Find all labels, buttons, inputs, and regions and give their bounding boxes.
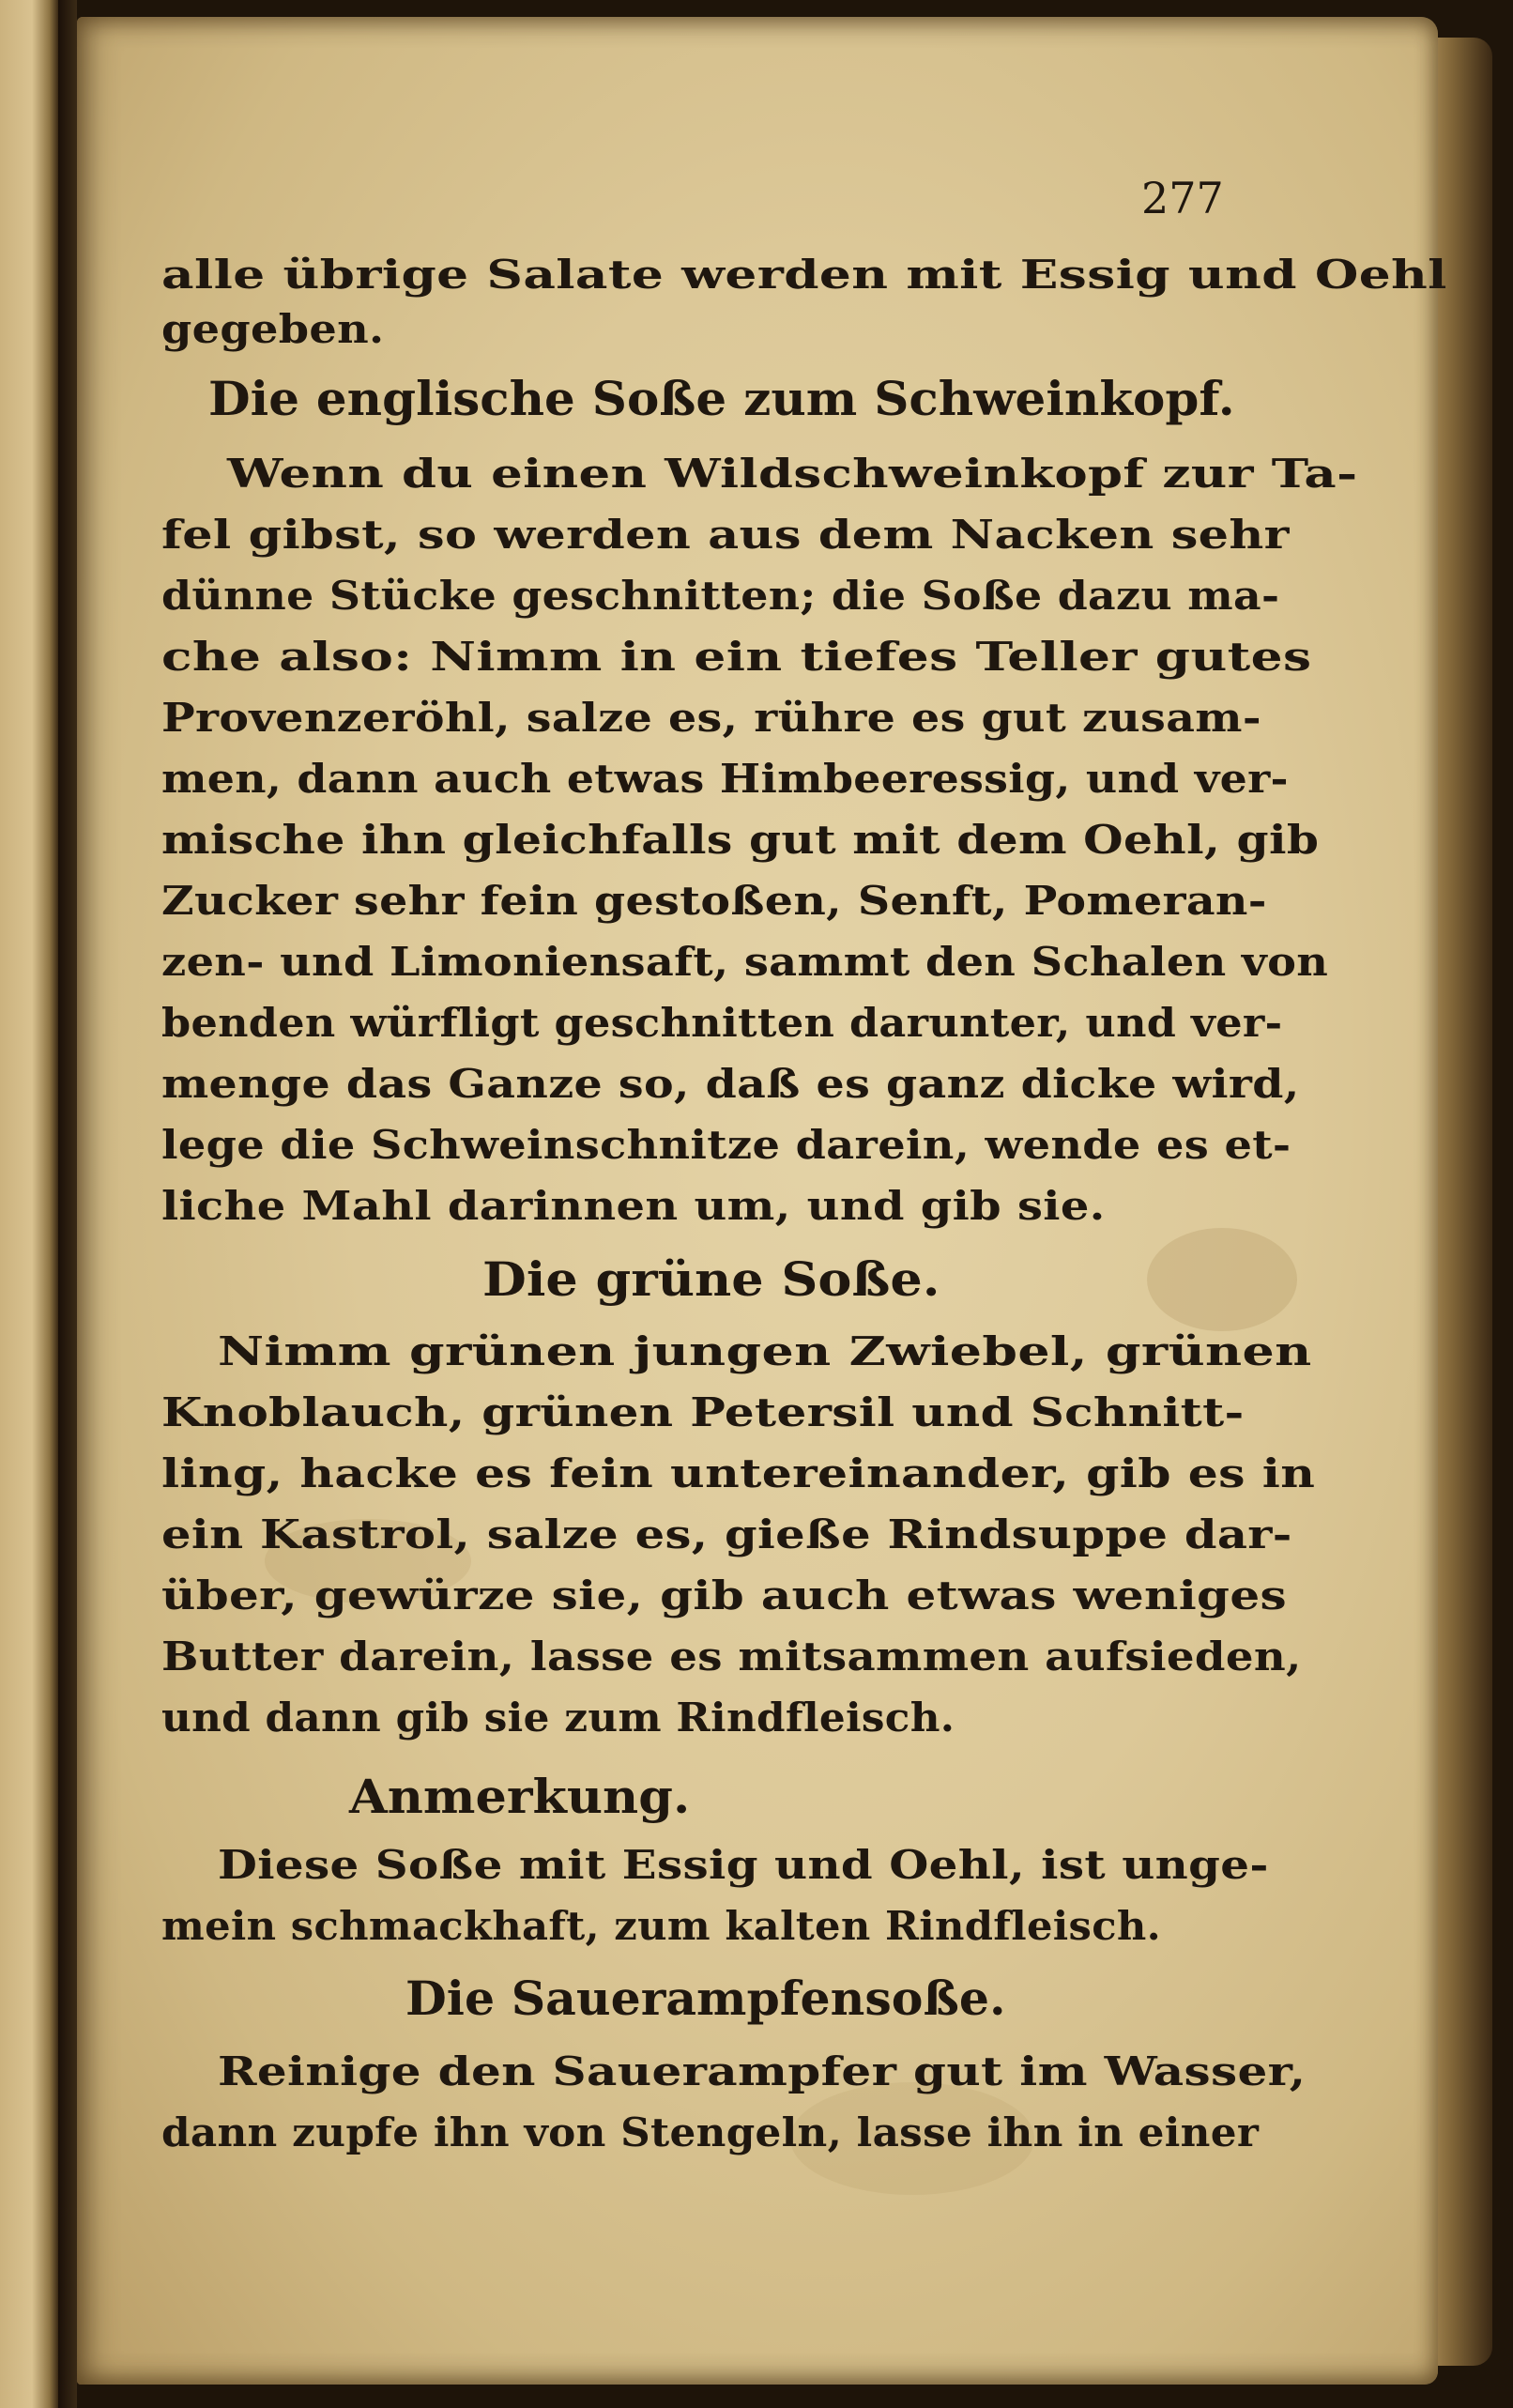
- text-line: lege die Schweinschnitze darein, wende es et-: [161, 1122, 1291, 1168]
- text-line: men, dann auch etwas Himbeeressig, und ver-: [161, 756, 1289, 802]
- text-line: dünne Stücke geschnitten; die Soße dazu ma-: [161, 573, 1280, 619]
- text-line: Diese Soße mit Essig und Oehl, ist unge-: [218, 1842, 1269, 1888]
- text-line: Nimm grünen jungen Zwiebel, grünen: [218, 1328, 1312, 1374]
- text-line: zen- und Limoniensaft, sammt den Schalen von: [161, 939, 1329, 985]
- text-line: menge das Ganze so, daß es ganz dicke wird,: [161, 1061, 1300, 1107]
- text-line: Knoblauch, grünen Petersil und Schnitt-: [161, 1389, 1245, 1435]
- text-line: ein Kastrol, salze es, gieße Rindsuppe dar-: [161, 1511, 1292, 1557]
- text-line: und dann gib sie zum Rindfleisch.: [161, 1695, 955, 1741]
- section-heading: Anmerkung.: [349, 1769, 691, 1824]
- text-line: mein schmackhaft, zum kalten Rindfleisch.: [161, 1903, 1161, 1949]
- text-line: benden würfligt geschnitten darunter, und ver-: [161, 1000, 1283, 1046]
- section-heading: Die englische Soße zum Schweinkopf.: [208, 371, 1235, 426]
- left-page-edge: [0, 0, 58, 2408]
- section-heading: Die grüne Soße.: [482, 1251, 940, 1307]
- text-line: Butter darein, lasse es mitsammen aufsieden,: [161, 1633, 1302, 1679]
- text-line: mische ihn gleichfalls gut mit dem Oehl, gib: [161, 817, 1320, 863]
- text-line: liche Mahl darinnen um, und gib sie.: [161, 1183, 1106, 1229]
- text-line: Zucker sehr fein gestoßen, Senft, Pomeran-: [161, 878, 1267, 924]
- text-line: über, gewürze sie, gib auch etwas weniges: [161, 1572, 1288, 1618]
- text-line: Reinige den Sauerampfer gut im Wasser,: [218, 2048, 1307, 2094]
- section-heading: Die Sauerampfensoße.: [405, 1971, 1006, 2026]
- text-line: che also: Nimm in ein tiefes Teller gutes: [161, 634, 1312, 680]
- text-line: dann zupfe ihn von Stengeln, lasse ihn in einer: [161, 2109, 1260, 2155]
- text-line: ling, hacke es fein untereinander, gib es in: [161, 1450, 1316, 1496]
- text-line: Provenzeröhl, salze es, rühre es gut zusam-: [161, 695, 1261, 741]
- book-gutter: [58, 0, 77, 2408]
- text-line: alle übrige Salate werden mit Essig und Oehl: [161, 252, 1447, 298]
- text-line: fel gibst, so werden aus dem Nacken sehr: [161, 512, 1290, 558]
- text-line: gegeben.: [161, 306, 385, 352]
- page-number: 277: [1141, 173, 1224, 223]
- paper-stain: [1147, 1228, 1297, 1331]
- text-line: Wenn du einen Wildschweinkopf zur Ta-: [227, 451, 1358, 497]
